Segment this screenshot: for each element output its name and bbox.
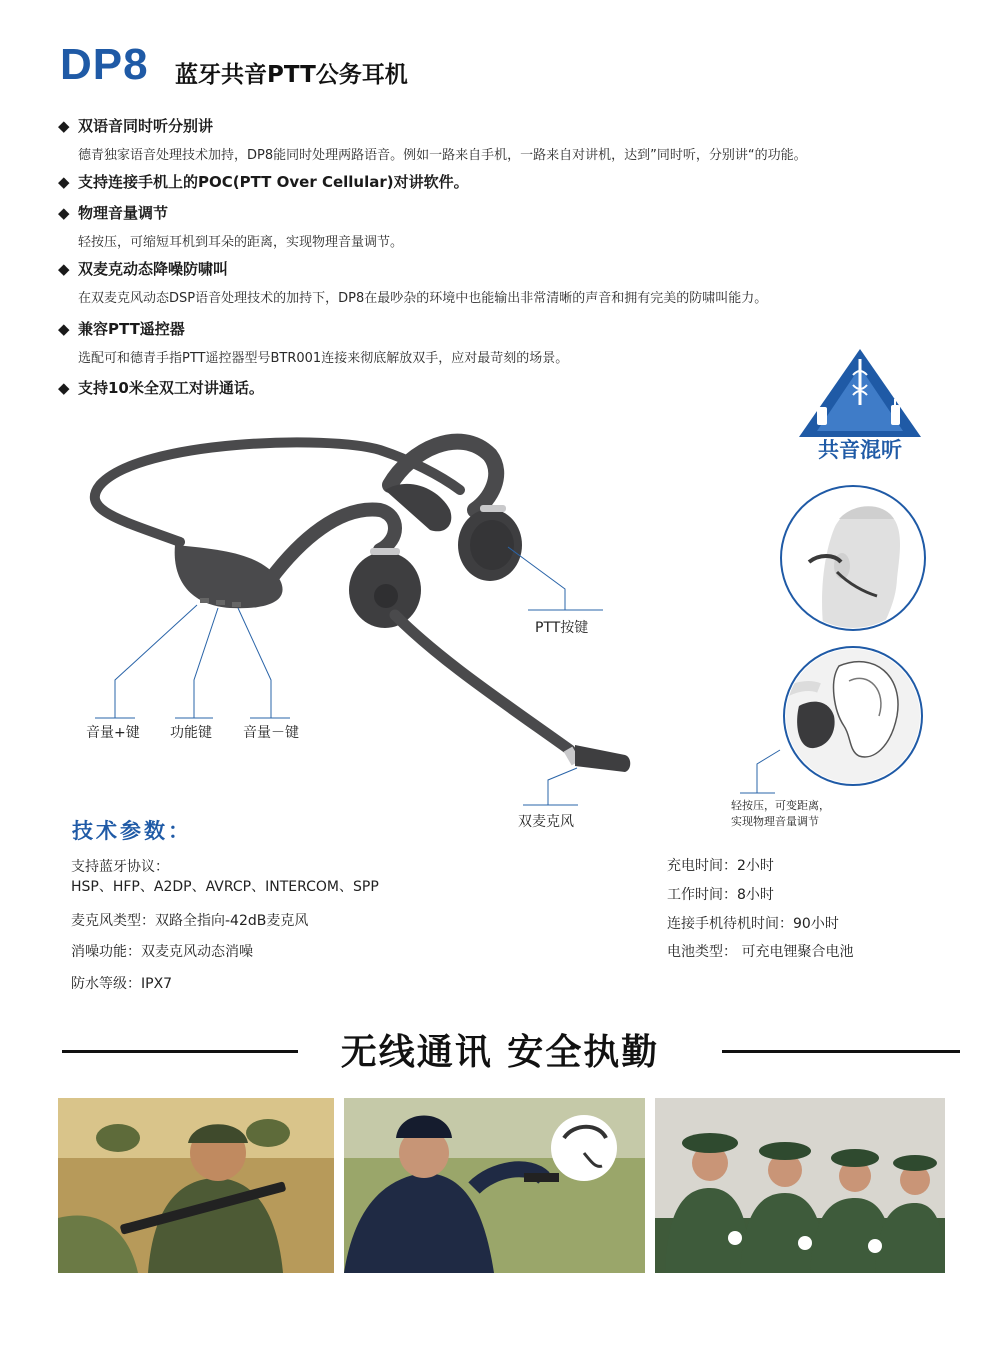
spec-bt-value: HSP、HFP、A2DP、AVRCP、INTERCOM、SPP xyxy=(71,879,379,895)
model-name: DP8 xyxy=(60,40,149,89)
ear-note-line-1: 轻按压，可变距离， xyxy=(731,799,830,812)
spec-noise-reduction: 消噪功能：双麦克风动态消噪 xyxy=(71,944,253,960)
photo-police-shooting xyxy=(344,1098,645,1273)
badge-label: 共音混听 xyxy=(818,438,902,462)
feature-title: 兼容PTT遥控器 xyxy=(78,320,185,338)
dual-mic-label: 双麦克风 xyxy=(518,814,574,830)
diamond-bullet-icon: ◆ xyxy=(58,379,70,397)
feature-item xyxy=(58,171,978,192)
volume-down-label: 音量－键 xyxy=(243,725,299,741)
spec-charge-time: 充电时间：2小时 xyxy=(667,858,774,874)
feature-item xyxy=(58,202,978,250)
spec-bt-label: 支持蓝牙协议： xyxy=(71,859,169,875)
feature-title: 双麦克动态降噪防啸叫 xyxy=(78,260,229,278)
spec-work-time: 工作时间：8小时 xyxy=(667,887,774,903)
product-subtitle: 蓝牙共音PTT公务耳机 xyxy=(175,62,408,88)
spec-mic: 麦克风类型：双路全指向-42dB麦克风 xyxy=(71,913,309,929)
feature-title: 物理音量调节 xyxy=(78,204,169,222)
photo-soldiers-training xyxy=(58,1098,334,1273)
feature-title: 双语音同时听分别讲 xyxy=(78,117,214,135)
photo-honor-guard xyxy=(655,1098,945,1273)
diamond-bullet-icon: ◆ xyxy=(58,260,70,278)
diamond-bullet-icon: ◆ xyxy=(58,204,70,222)
feature-item xyxy=(58,115,978,163)
diamond-bullet-icon: ◆ xyxy=(58,320,70,338)
headset-illustration xyxy=(80,430,660,790)
ear-closeup-image xyxy=(779,646,927,786)
spec-waterproof: 防水等级：IPX7 xyxy=(71,976,173,992)
spec-title: 技术参数： xyxy=(72,819,192,843)
feature-desc: 轻按压，可缩短耳机到耳朵的距离，实现物理音量调节。 xyxy=(78,235,404,250)
feature-title: 支持连接手机上的POC(PTT Over Cellular)对讲软件。 xyxy=(78,173,469,191)
spec-battery: 电池类型： 可充电锂聚合电池 xyxy=(667,944,854,960)
feature-desc: 选配可和德青手指PTT遥控器型号BTR001连接来彻底解放双手，应对最苛刻的场景。 xyxy=(78,351,569,366)
spec-standby-time: 连接手机待机时间：90小时 xyxy=(667,916,839,932)
feature-item xyxy=(58,258,978,306)
volume-up-label: 音量+键 xyxy=(86,725,140,741)
head-wearing-image xyxy=(779,484,927,632)
ear-note xyxy=(731,798,830,830)
ear-note-line-2: 实现物理音量调节 xyxy=(731,815,819,828)
feature-desc: 德青独家语音处理技术加持，DP8能同时处理两路语音。例如一路来自手机，一路来自对讲机，达到”同时听，分别讲“的功能。 xyxy=(78,148,807,163)
diamond-bullet-icon: ◆ xyxy=(58,117,70,135)
feature-title: 支持10米全双工对讲通话。 xyxy=(78,379,264,397)
audio-mix-icon xyxy=(795,345,925,440)
feature-desc: 在双麦克风动态DSP语音处理技术的加持下，DP8在最吵杂的环境中也能输出非常清晰的声音和拥有完美的防啸叫能力。 xyxy=(78,291,768,306)
slogan: 无线通讯 安全执勤 xyxy=(340,1032,660,1073)
diamond-bullet-icon: ◆ xyxy=(58,173,70,191)
function-key-label: 功能键 xyxy=(170,725,212,741)
ptt-button-label: PTT按键 xyxy=(535,620,589,636)
